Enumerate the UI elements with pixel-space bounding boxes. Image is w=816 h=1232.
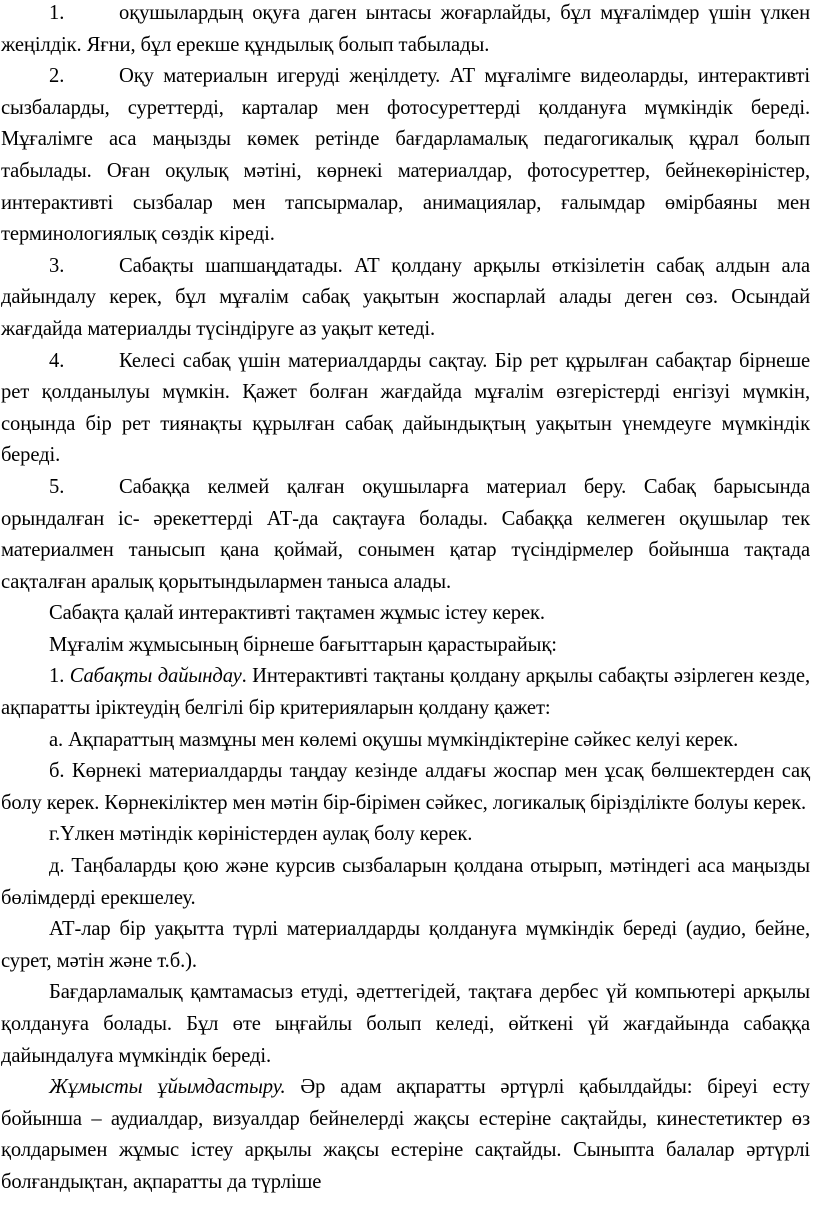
criteria-item-b: б. Көрнекі материалдарды таңдау кезінде алдағы жоспар мен ұсақ бөлшектерден сақ болу керек. Көрнекіліктер мен мәтін бір-бірімен сәйкес, логикалық бірізділікте болуы керек. [1,760,810,814]
list-number: 2. [49,65,65,88]
list-item-4 [1,346,810,472]
prep-text: . Интерактивті тақтаны қолдану арқылы сабақты әзірлеген кезде, ақпаратты іріктеудің белгілі бір критерияларын қолдану қажет: [1,665,811,720]
prep-number: 1. [49,665,70,688]
criteria-item-g: г.Үлкен мәтіндік көріністерден аулақ болу керек. [49,823,473,846]
list-number: 1. [49,2,65,24]
paragraph-interactive-heading: Сабақта қалай интерактивті тақтамен жұмыс істеу керек. [49,602,545,625]
list-item-1 [1,0,810,61]
list-number: 4. [49,349,65,372]
criteria-item-d: д. Таңбаларды қою және курсив сызбаларын қолдана отырып, мәтіндегі аса маңызды бөлімдерді ерекшелеу. [1,855,810,909]
paragraph-work-organization [1,1072,810,1198]
organize-text: Әр адам ақпаратты әртүрлі қабылдайды: біреуі есту бойынша – аудиалдар, визуалдар бейнелерді жақсы естеріне сақтайды, кинестетиктер өз қолдарымен жұмыс істеу арқылы жақсы естеріне сақтайды. Сыныпта балалар әртүрлі болғандықтан, ақпаратты да түрліше [1,1076,811,1193]
organize-italic-title: Жұмысты ұйымдастыру. [49,1076,286,1099]
prep-italic-title: Сабақты дайындау [69,665,242,688]
list-text: Келесі сабақ үшін материалдарды сақтау. Бір рет құрылған сабақтар бірнеше рет қолданылуы мүмкін. Қажет болған жағдайда мұғалім өзгерістерді енгізуі мүмкін, соңында бір рет тиянақты құрылған сабақ дайындықтың уақытын үнемдеуге мүмкіндік береді. [1,349,810,467]
list-item-5 [1,472,810,598]
list-text: Оқу материалын игеруді жеңілдету. АТ мұғалімге видеоларды, интерактивті сызбаларды, суреттерді, карталар мен фотосуреттерді қолдануға мүмкіндік береді. Мұғалімге аса маңызды көмек ретінде бағдарламалық педагогикалық құрал болып табылады. Оған оқулық мәтіні, көрнекі материалдар, фотосуреттер, бейнекөріністер, интерактивті сызбалар мен тапсырмалар, анимациялар, ғалымдар өмірбаяны мен терминологиялық сөздік кіреді. [1,65,810,246]
list-text: Сабақты шапшаңдатады. АТ қолдану арқылы өткізілетін сабақ алдын ала дайындалу керек, бұл мұғалім сабақ уақытын жоспарлай алады деген сөз. Осындай жағдайда материалды түсіндіруге аз уақыт кетеді. [1,254,810,340]
paragraph-lesson-preparation [1,661,810,724]
paragraph-at-materials: АТ-лар бір уақытта түрлі материалдарды қолдануға мүмкіндік береді (аудио, бейне, сурет, мәтін және т.б.). [1,918,810,972]
list-number: 5. [49,475,65,498]
paragraph-software: Бағдарламалық қамтамасыз етуді, әдеттегідей, тақтаға дербес үй компьютері арқылы қолдануға болады. Бұл өте ыңғайлы болып келеді, өйткені үй жағдайында сабаққа дайындалуға мүмкіндік береді. [1,981,810,1067]
list-number: 3. [49,254,65,277]
list-text: оқушылардың оқуға даген ынтасы жоғарлайды, бұл мұғалімдер үшін үлкен жеңілдік. Яғни, бұл ерекше құндылық болып табылады. [1,2,810,56]
paragraph-directions-intro: Мұғалім жұмысының бірнеше бағыттарын қарастырайық: [49,633,557,656]
list-text: Сабаққа келмей қалған оқушыларға материал беру. Сабақ барысында орындалған іс- әрекеттерді АТ-да сақтауға болады. Сабаққа келмеген оқушылар тек материалмен танысып қана қоймай, сонымен қатар түсіндірмелер бойынша тақтада сақталған аралық қорытындылармен таныса алады. [1,475,810,593]
list-item-3 [1,251,810,346]
criteria-item-a: а. Ақпараттың мазмұны мен көлемі оқушы мүмкіндіктеріне сәйкес келуі керек. [49,728,739,751]
list-item-2 [1,61,810,251]
